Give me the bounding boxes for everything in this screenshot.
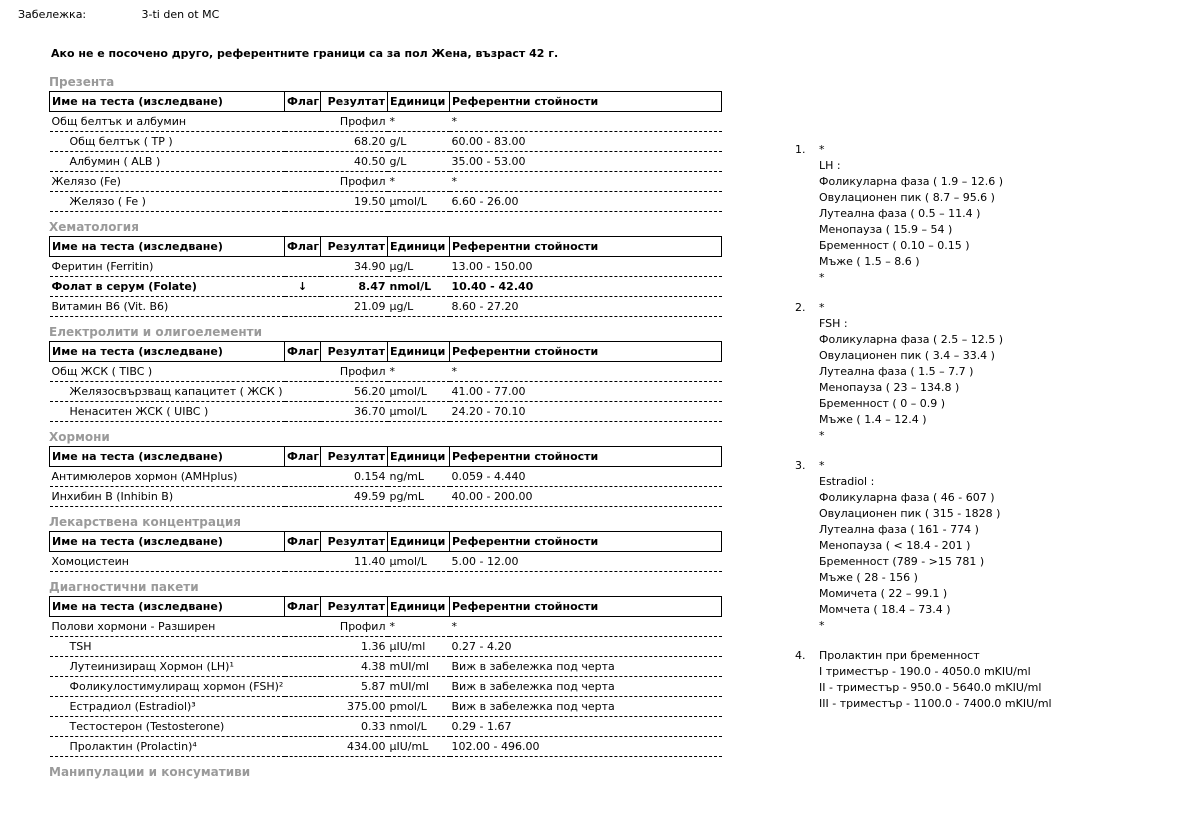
result-cell: 0.33 — [321, 717, 388, 737]
table-row — [50, 717, 722, 737]
result-cell: 4.38 — [321, 657, 388, 677]
footnote-item — [795, 300, 1185, 444]
result-cell: Профил — [321, 617, 388, 637]
result-cell: 1.36 — [321, 637, 388, 657]
footnote-line: II - триместър - 950.0 - 5640.0 mKIU/ml — [819, 681, 1042, 694]
unit-cell: * — [388, 112, 450, 132]
results-sections — [49, 74, 721, 781]
result-cell: 21.09 — [321, 297, 388, 317]
result-header: Резултат — [321, 237, 388, 257]
reference-cell: 10.40 - 42.40 — [450, 277, 722, 297]
result-cell: 5.87 — [321, 677, 388, 697]
unit-cell: µg/L — [388, 257, 450, 277]
test-name-header: Име на теста (изследване) — [50, 237, 285, 257]
table-row — [50, 657, 722, 677]
reference-cell: Виж в забележка под черта — [450, 677, 722, 697]
result-cell: 8.47 — [321, 277, 388, 297]
flag-cell — [285, 382, 321, 402]
reference-header: Референтни стойности — [450, 532, 722, 552]
result-header: Резултат — [321, 597, 388, 617]
unit-cell: pg/mL — [388, 487, 450, 507]
flag-cell — [285, 362, 321, 382]
flag-header: Флаг — [285, 237, 321, 257]
reference-cell: 40.00 - 200.00 — [450, 487, 722, 507]
footnote-line: Лутеална фаза ( 0.5 – 11.4 ) — [819, 207, 981, 220]
result-cell: Профил — [321, 362, 388, 382]
reference-header: Референтни стойности — [450, 92, 722, 112]
flag-cell — [285, 297, 321, 317]
test-name-cell: Пролактин (Prolactin)⁴ — [50, 737, 285, 757]
footnote-line: Estradiol : — [819, 475, 875, 488]
unit-header: Единици — [388, 342, 450, 362]
test-name-cell: Фоликулостимулиращ хормон (FSH)² — [50, 677, 285, 697]
test-name-cell: Витамин B6 (Vit. B6) — [50, 297, 285, 317]
unit-header: Единици — [388, 447, 450, 467]
section-title: Презента — [49, 75, 115, 89]
reference-header: Референтни стойности — [450, 237, 722, 257]
unit-cell: µg/L — [388, 297, 450, 317]
result-header: Резултат — [321, 92, 388, 112]
flag-cell — [285, 467, 321, 487]
footnote-line — [795, 300, 1185, 316]
unit-cell: pmol/L — [388, 697, 450, 717]
results-table — [49, 236, 722, 317]
footnote-line: Лутеална фаза ( 161 - 774 ) — [819, 523, 979, 536]
unit-cell: * — [388, 617, 450, 637]
reference-cell: * — [450, 112, 722, 132]
footnote-line: Овулационен пик ( 8.7 – 95.6 ) — [819, 191, 995, 204]
flag-low-icon: ↓ — [285, 277, 321, 297]
reference-cell: 41.00 - 77.00 — [450, 382, 722, 402]
test-name-cell: Желязосвързващ капацитет ( ЖСК ) — [50, 382, 285, 402]
flag-header: Флаг — [285, 447, 321, 467]
test-name-cell: TSH — [50, 637, 285, 657]
test-name-cell: Общ белтък ( TP ) — [50, 132, 285, 152]
test-name-cell: Хомоцистеин — [50, 552, 285, 572]
unit-cell: µmol/L — [388, 192, 450, 212]
footnote-number: 3. — [795, 459, 806, 472]
unit-cell: µIU/mL — [388, 737, 450, 757]
footnote-line: Менопауза ( 15.9 – 54 ) — [819, 223, 953, 236]
section-title: Диагностични пакети — [49, 580, 199, 594]
unit-header: Единици — [388, 532, 450, 552]
test-name-cell: Желязо (Fe) — [50, 172, 285, 192]
unit-cell: g/L — [388, 152, 450, 172]
unit-cell: ng/mL — [388, 467, 450, 487]
unit-header: Единици — [388, 597, 450, 617]
table-row — [50, 132, 722, 152]
table-row — [50, 112, 722, 132]
flag-cell — [285, 657, 321, 677]
table-row — [50, 552, 722, 572]
table-row — [50, 487, 722, 507]
result-header: Резултат — [321, 342, 388, 362]
test-name-cell: Естрадиол (Estradiol)³ — [50, 697, 285, 717]
test-name-header: Име на теста (изследване) — [50, 92, 285, 112]
footnote-text: * — [819, 459, 825, 472]
reference-cell: * — [450, 172, 722, 192]
test-name-header: Име на теста (изследване) — [50, 342, 285, 362]
test-name-header: Име на теста (изследване) — [50, 447, 285, 467]
reference-cell: 0.29 - 1.67 — [450, 717, 722, 737]
reference-cell: * — [450, 362, 722, 382]
results-table — [49, 531, 722, 572]
test-name-cell: Антимюлеров хормон (AMHplus) — [50, 467, 285, 487]
flag-header: Флаг — [285, 342, 321, 362]
footnote-line: * — [819, 271, 825, 284]
unit-cell: µmol/L — [388, 552, 450, 572]
footnote-line: FSH : — [819, 317, 848, 330]
footnote-text: Пролактин при бременност — [819, 649, 980, 662]
table-row — [50, 402, 722, 422]
flag-cell — [285, 637, 321, 657]
flag-cell — [285, 192, 321, 212]
result-cell: 56.20 — [321, 382, 388, 402]
table-header-row — [50, 447, 722, 467]
result-cell: 68.20 — [321, 132, 388, 152]
reference-cell: * — [450, 617, 722, 637]
reference-intro: Ако не е посочено друго, референтните граници са за пол Жена, възраст 42 г. — [51, 47, 559, 60]
reference-cell: 35.00 - 53.00 — [450, 152, 722, 172]
flag-cell — [285, 552, 321, 572]
footnotes — [795, 142, 1185, 726]
reference-cell: 5.00 - 12.00 — [450, 552, 722, 572]
footnote-number: 2. — [795, 301, 806, 314]
table-row — [50, 172, 722, 192]
footnote-text: * — [819, 143, 825, 156]
table-row — [50, 297, 722, 317]
flag-cell — [285, 132, 321, 152]
section-title: Хормони — [49, 430, 110, 444]
result-cell: 11.40 — [321, 552, 388, 572]
flag-cell — [285, 697, 321, 717]
flag-cell — [285, 487, 321, 507]
result-cell: Профил — [321, 172, 388, 192]
table-header-row — [50, 342, 722, 362]
unit-cell: µmol/L — [388, 402, 450, 422]
results-table — [49, 341, 722, 422]
test-name-cell: Тестостерон (Testosterone) — [50, 717, 285, 737]
result-cell: 40.50 — [321, 152, 388, 172]
footnote-number: 1. — [795, 143, 806, 156]
flag-cell — [285, 677, 321, 697]
flag-cell — [285, 257, 321, 277]
table-row — [50, 737, 722, 757]
unit-cell: µmol/L — [388, 382, 450, 402]
note-label: Забележка: — [18, 8, 87, 21]
result-cell: 19.50 — [321, 192, 388, 212]
footnote-line: Бременност (789 - >15 781 ) — [819, 555, 985, 568]
flag-header: Флаг — [285, 597, 321, 617]
unit-cell: µIU/ml — [388, 637, 450, 657]
table-header-row — [50, 532, 722, 552]
footnote-line: * — [819, 429, 825, 442]
table-header-row — [50, 237, 722, 257]
table-row — [50, 467, 722, 487]
result-header: Резултат — [321, 447, 388, 467]
footnote-line: Менопауза ( 23 – 134.8 ) — [819, 381, 960, 394]
test-name-cell: Лутеинизиращ Хормон (LH)¹ — [50, 657, 285, 677]
unit-cell: mUI/ml — [388, 657, 450, 677]
table-row — [50, 382, 722, 402]
table-row — [50, 362, 722, 382]
result-cell: 0.154 — [321, 467, 388, 487]
footnote-item — [795, 142, 1185, 286]
reference-cell: 0.059 - 4.440 — [450, 467, 722, 487]
unit-cell: * — [388, 172, 450, 192]
results-table — [49, 596, 722, 757]
table-row — [50, 192, 722, 212]
unit-cell: nmol/L — [388, 277, 450, 297]
table-row — [50, 617, 722, 637]
reference-cell: 24.20 - 70.10 — [450, 402, 722, 422]
footnote-line: Бременност ( 0.10 – 0.15 ) — [819, 239, 970, 252]
section-title: Манипулации и консумативи — [49, 765, 251, 779]
reference-cell: 60.00 - 83.00 — [450, 132, 722, 152]
test-name-cell: Общ белтък и албумин — [50, 112, 285, 132]
flag-header: Флаг — [285, 532, 321, 552]
result-cell: 375.00 — [321, 697, 388, 717]
footnote-line: Мъже ( 1.4 – 12.4 ) — [819, 413, 927, 426]
footnote-line: LH : — [819, 159, 841, 172]
flag-cell — [285, 172, 321, 192]
flag-cell — [285, 617, 321, 637]
table-row — [50, 257, 722, 277]
footnote-line: * — [819, 619, 825, 632]
result-cell: Профил — [321, 112, 388, 132]
results-table — [49, 91, 722, 212]
flag-cell — [285, 152, 321, 172]
unit-header: Единици — [388, 237, 450, 257]
flag-cell — [285, 717, 321, 737]
footnote-line: I триместър - 190.0 - 4050.0 mKIU/ml — [819, 665, 1031, 678]
footnote-line: Момчета ( 18.4 – 73.4 ) — [819, 603, 951, 616]
result-cell: 36.70 — [321, 402, 388, 422]
reference-header: Референтни стойности — [450, 597, 722, 617]
flag-header: Флаг — [285, 92, 321, 112]
test-name-cell: Фолат в серум (Folate) — [50, 277, 285, 297]
result-cell: 49.59 — [321, 487, 388, 507]
footnote-line — [795, 458, 1185, 474]
test-name-cell: Желязо ( Fe ) — [50, 192, 285, 212]
footnote-line: Момичета ( 22 – 99.1 ) — [819, 587, 948, 600]
footnote-line: Фоликуларна фаза ( 2.5 – 12.5 ) — [819, 333, 1004, 346]
note-value: 3-ti den ot MC — [141, 8, 220, 21]
unit-cell: mUI/ml — [388, 677, 450, 697]
results-table — [49, 446, 722, 507]
footnote-line: Менопауза ( < 18.4 - 201 ) — [819, 539, 971, 552]
table-row — [50, 152, 722, 172]
reference-cell: 8.60 - 27.20 — [450, 297, 722, 317]
table-row — [50, 677, 722, 697]
reference-header: Референтни стойности — [450, 447, 722, 467]
table-header-row — [50, 92, 722, 112]
footnote-line — [795, 142, 1185, 158]
footnote-line: Фоликуларна фаза ( 46 - 607 ) — [819, 491, 995, 504]
reference-header: Референтни стойности — [450, 342, 722, 362]
test-name-cell: Полови хормони - Разширен — [50, 617, 285, 637]
flag-cell — [285, 402, 321, 422]
test-name-cell: Ненаситен ЖСК ( UIBC ) — [50, 402, 285, 422]
footnote-line — [795, 648, 1185, 664]
footnote-line: Мъже ( 28 - 156 ) — [819, 571, 918, 584]
section-title: Хематология — [49, 220, 139, 234]
result-cell: 434.00 — [321, 737, 388, 757]
footnote-item — [795, 648, 1185, 712]
footnote-line: Овулационен пик ( 3.4 – 33.4 ) — [819, 349, 995, 362]
table-row — [50, 637, 722, 657]
footnote-line: Бременност ( 0 – 0.9 ) — [819, 397, 945, 410]
test-name-header: Име на теста (изследване) — [50, 532, 285, 552]
footnote-item — [795, 458, 1185, 634]
test-name-cell: Общ ЖСК ( TIBC ) — [50, 362, 285, 382]
footnote-line: Фоликуларна фаза ( 1.9 – 12.6 ) — [819, 175, 1004, 188]
table-row — [50, 277, 722, 297]
table-header-row — [50, 597, 722, 617]
footnote-line: Мъже ( 1.5 – 8.6 ) — [819, 255, 920, 268]
test-name-header: Име на теста (изследване) — [50, 597, 285, 617]
reference-cell: Виж в забележка под черта — [450, 657, 722, 677]
flag-cell — [285, 737, 321, 757]
reference-cell: 6.60 - 26.00 — [450, 192, 722, 212]
unit-cell: nmol/L — [388, 717, 450, 737]
footnote-number: 4. — [795, 649, 806, 662]
unit-cell: * — [388, 362, 450, 382]
section-title: Електролити и олигоелементи — [49, 325, 263, 339]
unit-header: Единици — [388, 92, 450, 112]
footnote-line: Лутеална фаза ( 1.5 – 7.7 ) — [819, 365, 974, 378]
test-name-cell: Инхибин B (Inhibin B) — [50, 487, 285, 507]
test-name-cell: Феритин (Ferritin) — [50, 257, 285, 277]
note-row — [18, 8, 219, 21]
section-title: Лекарствена концентрация — [49, 515, 241, 529]
flag-cell — [285, 112, 321, 132]
reference-cell: Виж в забележка под черта — [450, 697, 722, 717]
result-cell: 34.90 — [321, 257, 388, 277]
reference-cell: 102.00 - 496.00 — [450, 737, 722, 757]
test-name-cell: Албумин ( ALB ) — [50, 152, 285, 172]
reference-cell: 13.00 - 150.00 — [450, 257, 722, 277]
footnote-line: Овулационен пик ( 315 - 1828 ) — [819, 507, 1001, 520]
unit-cell: g/L — [388, 132, 450, 152]
reference-cell: 0.27 - 4.20 — [450, 637, 722, 657]
footnote-line: III - триместър - 1100.0 - 7400.0 mKIU/ml — [819, 697, 1052, 710]
table-row — [50, 697, 722, 717]
footnote-text: * — [819, 301, 825, 314]
result-header: Резултат — [321, 532, 388, 552]
